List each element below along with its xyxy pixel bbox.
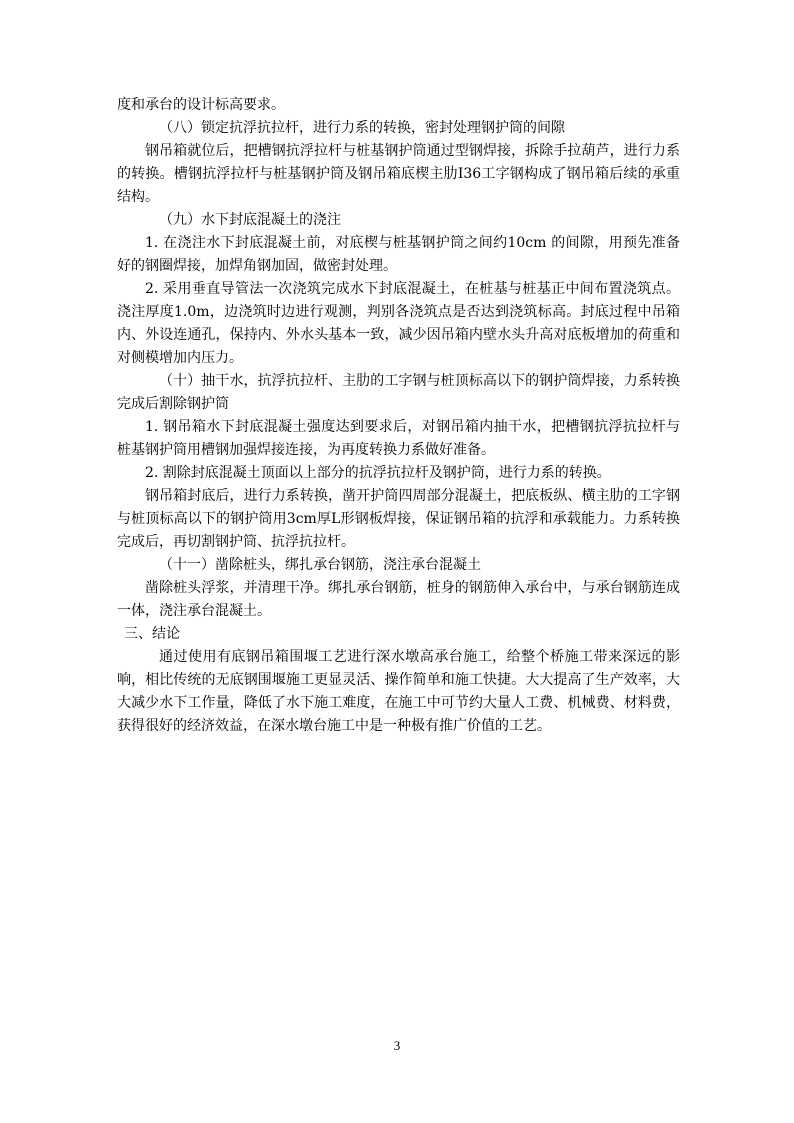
paragraph-step-10-item-2: 2. 割除封底混凝土顶面以上部分的抗浮抗拉杆及钢护筒，进行力系的转换。 <box>145 465 611 481</box>
paragraph-step-10-body: 钢吊箱封底后，进行力系转换，凿开护筒四周部分混凝土，把底板纵、横主肋的工字钢与桩顶标高以下的钢护筒用3cm厚L形钢板焊接，保证钢吊箱的抗浮和承载能力。力系转换完成后，再切割钢护筒、抗浮抗拉杆。 <box>117 488 680 550</box>
paragraph-step-9-item-2: 2. 采用垂直导管法一次浇筑完成水下封底混凝土，在桩基与桩基正中间布置浇筑点。浇注厚度1.0m，边浇筑时边进行观测，判别各浇筑点是否达到浇筑标高。封底过程中吊箱内、外设连通孔，保持内、外水头基本一致，减少因吊箱内壁水头升高对底板增加的荷重和对侧模增加内压力。 <box>117 281 680 366</box>
paragraph-step-8-body: 钢吊箱就位后，把槽钢抗浮拉杆与桩基钢护筒通过型钢焊接，拆除手拉葫芦，进行力系的转换。槽钢抗浮拉杆与桩基钢护筒及钢吊箱底楔主肋I36工字钢构成了钢吊箱后续的承重结构。 <box>117 143 680 205</box>
paragraph-continuation: 度和承台的设计标高要求。 <box>117 97 285 113</box>
heading-step-11: （十一）凿除桩头，绑扎承台钢筋，浇注承台混凝土 <box>159 557 481 573</box>
page-number: 3 <box>393 1038 401 1053</box>
heading-step-9: （九）水下封底混凝土的浇注 <box>159 212 341 228</box>
heading-step-8: （八）锁定抗浮抗拉杆，进行力系的转换，密封处理钢护筒的间隙 <box>159 120 565 136</box>
heading-step-10: （十）抽干水，抗浮抗拉杆、主肋的工字钢与桩顶标高以下的钢护筒焊接，力系转换完成后割除钢护筒 <box>117 373 680 412</box>
paragraph-step-10-item-1: 1. 钢吊箱水下封底混凝土强度达到要求后，对钢吊箱内抽干水，把槽钢抗浮抗拉杆与桩基钢护筒用槽钢加强焊接连接，为再度转换力系做好准备。 <box>117 419 680 458</box>
document-body <box>117 94 680 738</box>
paragraph-step-9-item-1: 1. 在浇注水下封底混凝土前，对底楔与桩基钢护筒之间约10cm 的间隙，用预先准备好的钢圈焊接，加焊角钢加固，做密封处理。 <box>117 235 680 274</box>
section-heading-conclusion: 三、结论 <box>124 626 180 642</box>
paragraph-step-11-body: 凿除桩头浮浆，并清理干净。绑扎承台钢筋，桩身的钢筋伸入承台中，与承台钢筋连成一体，浇注承台混凝土。 <box>117 580 680 619</box>
paragraph-conclusion: 通过使用有底钢吊箱围堰工艺进行深水墩高承台施工，给整个桥施工带来深远的影响，相比传统的无底钢围堰施工更显灵活、操作简单和施工快捷。大大提高了生产效率，大大减少水下工作量，降低了水下施工难度，在施工中可节约大量人工费、机械费、材料费，获得很好的经济效益，在深水墩台施工中是一种极有推广价值的工艺。 <box>117 649 680 734</box>
